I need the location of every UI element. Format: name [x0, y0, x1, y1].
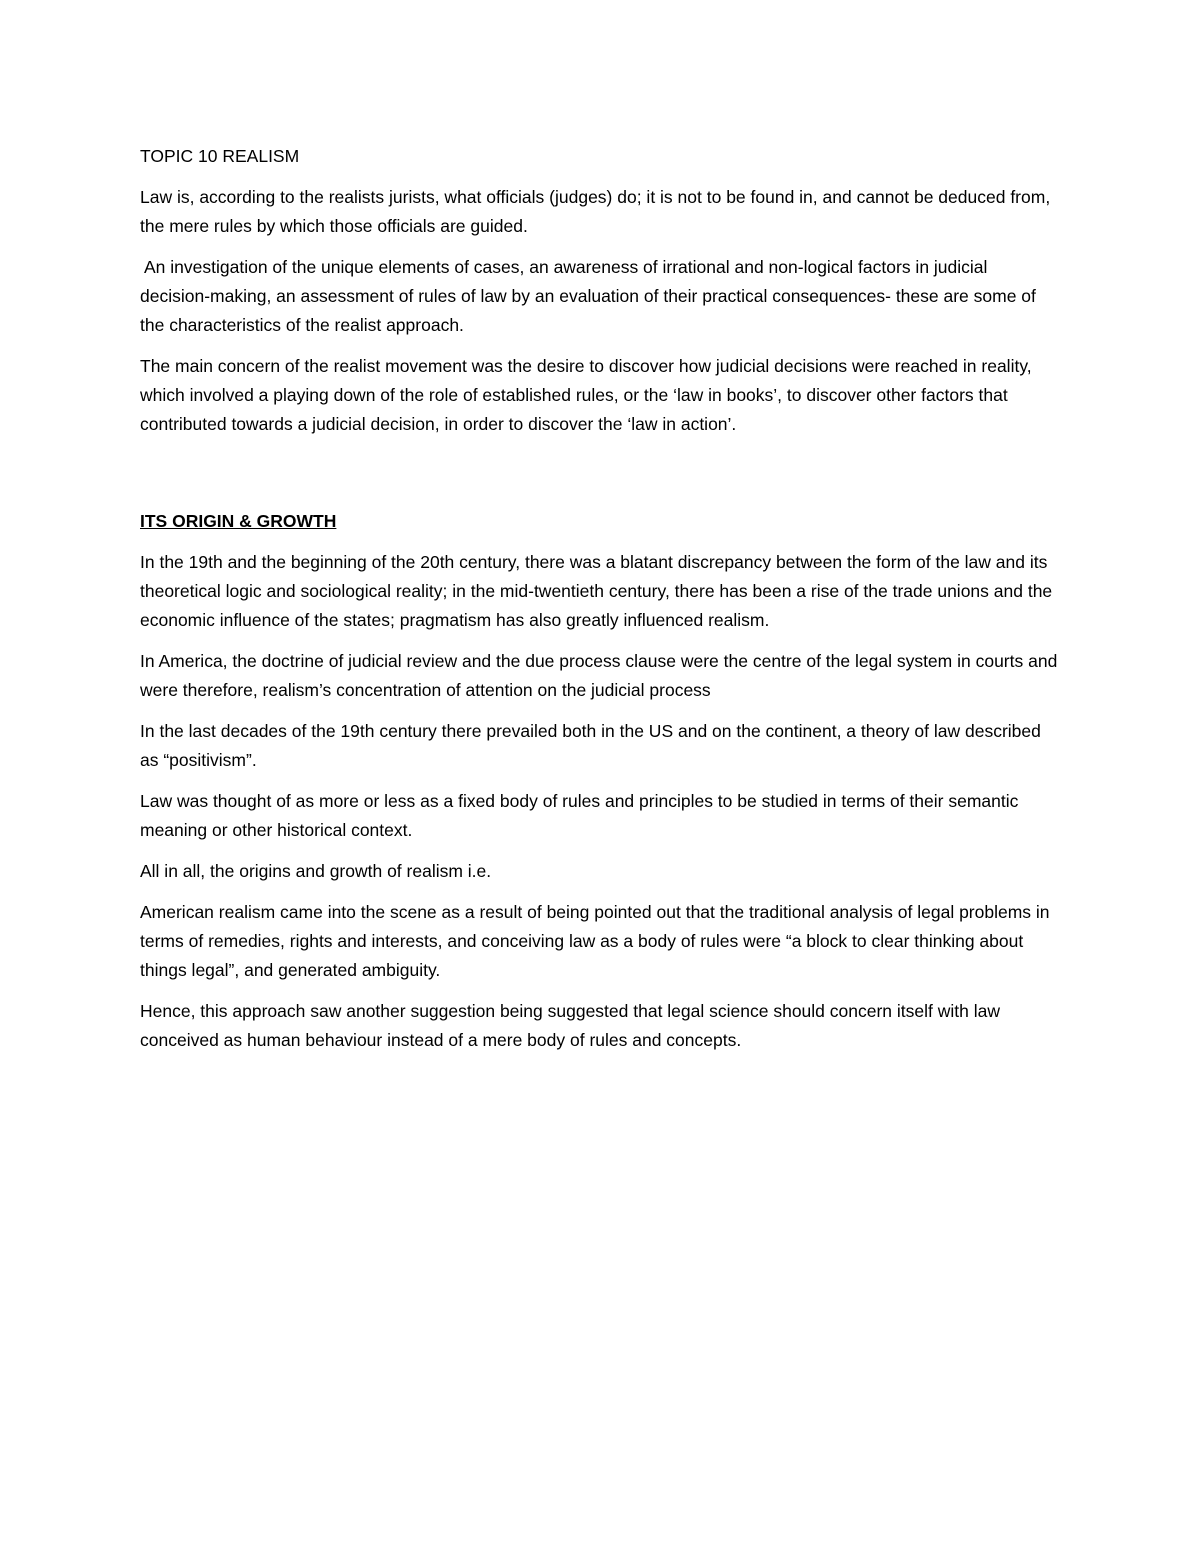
section-paragraph-2: In America, the doctrine of judicial review and the due process clause were the centre of the legal system in courts and were therefore, realism’s concentration of attention on the judicial process [140, 651, 1058, 700]
section-heading: ITS ORIGIN & GROWTH [140, 511, 337, 531]
section-paragraph-1: In the 19th and the beginning of the 20th century, there was a blatant discrepancy between the form of the law and its theoretical logic and sociological reality; in the mid-twentieth century, there has been a rise of the trade unions and the economic influence of the states; pragmatism has also greatly influenced realism. [140, 552, 1053, 630]
section-paragraph-3: In the last decades of the 19th century there prevailed both in the US and on the continent, a theory of law described as “positivism”. [140, 721, 1041, 770]
section-paragraph-5: All in all, the origins and growth of realism i.e. [140, 861, 492, 881]
intro-paragraph-3: The main concern of the realist movement was the desire to discover how judicial decisions were reached in reality, which involved a playing down of the role of established rules, or the ‘law in books’, to discover other factors that contributed towards a judicial decision, in order to discover the ‘law in action’. [140, 356, 1032, 434]
intro-paragraph-2: An investigation of the unique elements of cases, an awareness of irrational and non-logical factors in judicial decision-making, an assessment of rules of law by an evaluation of their practical consequences- these are some of the characteristics of the realist approach. [140, 257, 1036, 335]
section-spacer [140, 451, 1060, 507]
intro-paragraph-1: Law is, according to the realists jurists, what officials (judges) do; it is not to be found in, and cannot be deduced from, the mere rules by which those officials are guided. [140, 187, 1051, 236]
section-paragraph-4: Law was thought of as more or less as a fixed body of rules and principles to be studied in terms of their semantic meaning or other historical context. [140, 791, 1019, 840]
document-title: TOPIC 10 REALISM [140, 146, 300, 166]
section-paragraph-6: American realism came into the scene as a result of being pointed out that the traditional analysis of legal problems in terms of remedies, rights and interests, and conceiving law as a body of rules were “a block to clear thinking about things legal”, and generated ambiguity. [140, 902, 1050, 980]
section-paragraph-7: Hence, this approach saw another suggestion being suggested that legal science should concern itself with law conceived as human behaviour instead of a mere body of rules and concepts. [140, 1001, 1000, 1050]
